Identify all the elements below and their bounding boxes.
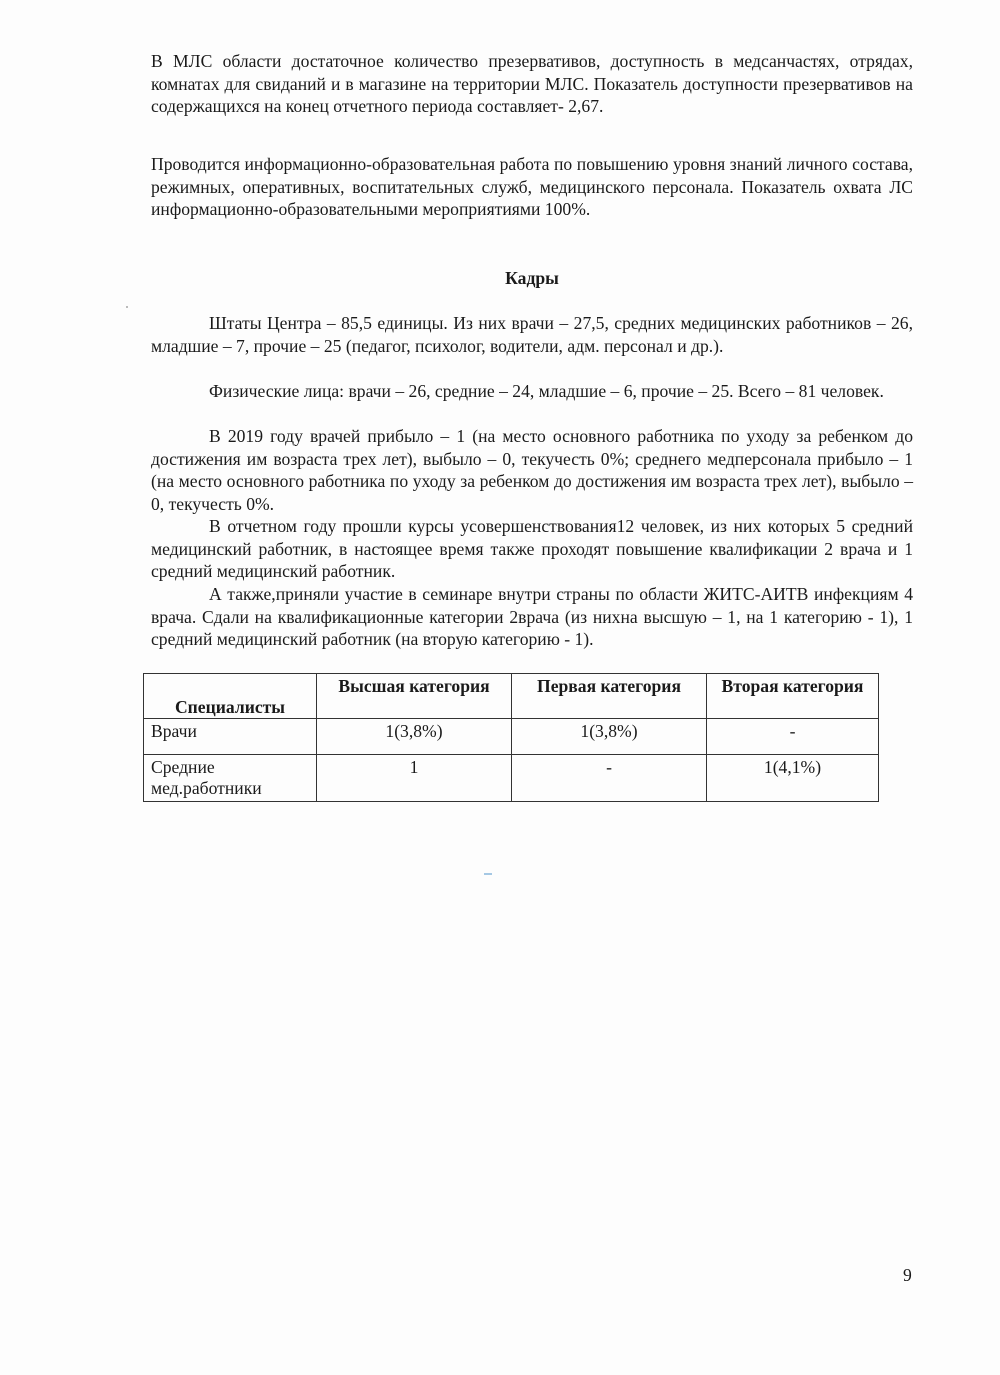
paragraph-seminar-categories: А также,приняли участие в семинаре внутри страны по области ЖИТС-АИТВ инфекциям 4 врача. Сдали на квалификационные категории 2врача (из нихна высшую – 1, на 1 категорию - 1), 1 средний медицинский работник (на вторую категорию - 1). (151, 584, 913, 650)
paragraph-condoms-availability: В МЛС области достаточное количество презервативов, доступность в медсанчастях, отрядах, комнатах для свиданий и в магазине на территории МЛС. Показатель доступности презервативов на содержащихся на конец отчетного периода составляет- 2,67. (151, 51, 913, 117)
header-specialists: Специалисты (144, 674, 317, 719)
paragraph-physical-persons: Физические лица: врачи – 26, средние – 24, младшие – 6, прочие – 25. Всего – 81 человек. (209, 381, 884, 401)
cell-specialist: Врачи (144, 719, 317, 755)
page-number: 9 (903, 1265, 912, 1285)
table-row (144, 755, 879, 802)
header-second-category: Вторая категория (707, 674, 879, 719)
cell-specialist: Средние мед.работники (144, 755, 317, 802)
table-row (144, 719, 879, 755)
cell-highest: 1(3,8%) (317, 719, 512, 755)
cell-first: - (512, 755, 707, 802)
qualification-categories-table (143, 673, 879, 802)
scan-artifact-mark (484, 873, 492, 875)
cell-second: - (707, 719, 879, 755)
table-header-row (144, 674, 879, 719)
scan-artifact-dot (126, 306, 128, 308)
cell-second: 1(4,1%) (707, 755, 879, 802)
paragraph-training-courses: В отчетном году прошли курсы усовершенствования12 человек, из них которых 5 средний медицинский работник, в настоящее время также проходят повышение квалификации 2 врача и 1 средний медицинский работник. (151, 516, 913, 582)
header-first-category: Первая категория (512, 674, 707, 719)
cell-first: 1(3,8%) (512, 719, 707, 755)
section-heading-staff: Кадры (505, 268, 559, 288)
paragraph-turnover-2019: В 2019 году врачей прибыло – 1 (на место основного работника по уходу за ребенком до достижения им возраста трех лет), выбыло – 0, текучесть 0%; среднего медперсонала прибыло – 1 (на место основного работника по уходу за ребенком до достижения им возраста трех лет), выбыло – 0, текучесть 0%. (151, 426, 913, 514)
paragraph-staff-positions: Штаты Центра – 85,5 единицы. Из них врачи – 27,5, средних медицинских работников – 26, младшие – 7, прочие – 25 (педагог, психолог, водители, адм. персонал и др.). (151, 313, 913, 356)
cell-highest: 1 (317, 755, 512, 802)
header-highest-category: Высшая категория (317, 674, 512, 719)
paragraph-education-work: Проводится информационно-образовательная работа по повышению уровня знаний личного состава, режимных, оперативных, воспитательных служб, медицинского персонала. Показатель охвата ЛС информационно-образовательными мероприятиями 100%. (151, 154, 913, 220)
